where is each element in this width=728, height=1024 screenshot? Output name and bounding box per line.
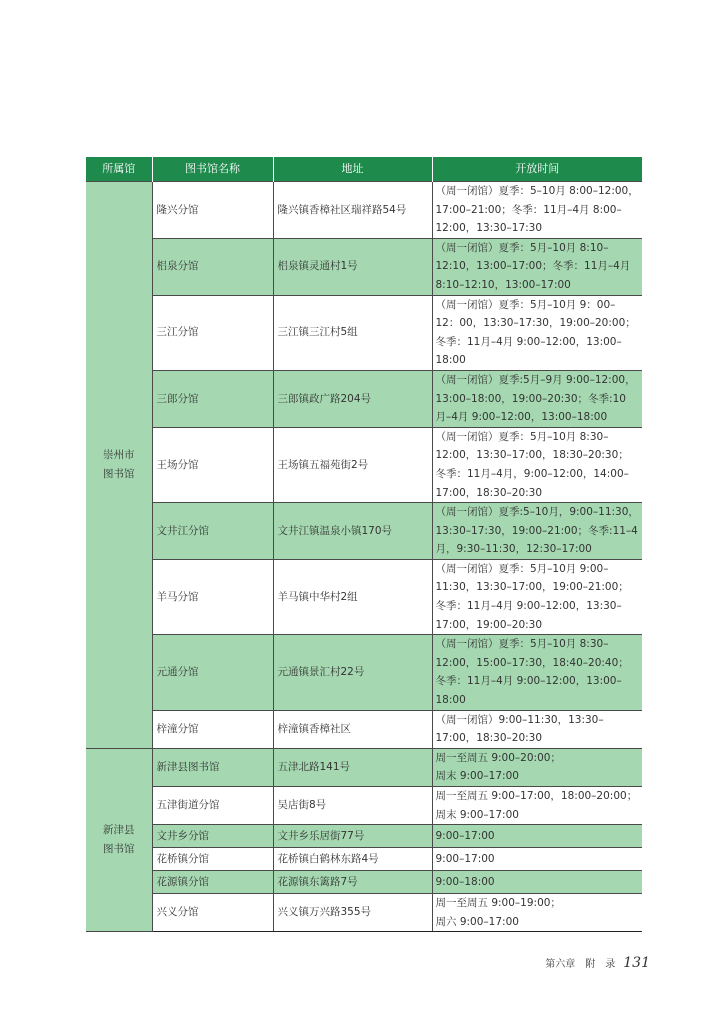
address-cell: 吴店街8号 xyxy=(273,787,432,825)
library-name-cell: 梠泉分馆 xyxy=(152,238,273,295)
library-name-cell: 三江分馆 xyxy=(152,295,273,370)
group-cell-xinjin xyxy=(86,748,152,932)
library-name-cell: 花桥镇分馆 xyxy=(152,848,273,871)
hours-cell: （周一闭馆）9:00–11:30，13:30–17:00，18:30–20:30 xyxy=(432,710,642,748)
hours-cell: 周一至周五 9:00–17:00，18:00–20:00； 周末 9:00–17:00 xyxy=(432,787,642,825)
hours-cell: 9:00–17:00 xyxy=(432,848,642,871)
table-header-row xyxy=(86,157,642,182)
table-row xyxy=(86,894,642,932)
header-opening-hours: 开放时间 xyxy=(432,157,642,182)
hours-cell: （周一闭馆）夏季：5–10月 8:00–12:00，17:00–21:00；冬季：11月–4月 8:00–12:00，13:30–17:30 xyxy=(432,182,642,239)
address-cell: 花源镇东篱路7号 xyxy=(273,871,432,894)
table-row xyxy=(86,635,642,710)
hours-cell: 周一至周五 9:00–19:00； 周六 9:00–17:00 xyxy=(432,894,642,932)
library-name-cell: 隆兴分馆 xyxy=(152,182,273,239)
library-name-cell: 羊马分馆 xyxy=(152,559,273,634)
group-cell-chongzhou xyxy=(86,182,152,749)
address-cell: 隆兴镇香樟社区瑞祥路54号 xyxy=(273,182,432,239)
address-cell: 王场镇五福苑街2号 xyxy=(273,427,432,502)
hours-cell: （周一闭馆）夏季:5–10月，9:00–11:30，13:30–17:30，19:00–21:00；冬季:11–4月，9:30–11:30，12:30–17:00 xyxy=(432,503,642,560)
hours-cell: 周一至周五 9:00–20:00； 周末 9:00–17:00 xyxy=(432,748,642,786)
table-row xyxy=(86,559,642,634)
table-row xyxy=(86,238,642,295)
page-footer xyxy=(545,955,650,971)
hours-cell: （周一闭馆）夏季：5月–10月 9:00–11:30，13:30–17:00，19:00–21:00；冬季：11月–4月 9:00–12:00，13:30–17:00，19:00–20:30 xyxy=(432,559,642,634)
address-cell: 三江镇三江村5组 xyxy=(273,295,432,370)
table-row xyxy=(86,710,642,748)
chapter-label: 第六章 附 录 xyxy=(545,959,616,970)
header-address: 地址 xyxy=(273,157,432,182)
table-row xyxy=(86,295,642,370)
address-cell: 梓潼镇香樟社区 xyxy=(273,710,432,748)
address-cell: 花桥镇白鹤林东路4号 xyxy=(273,848,432,871)
hours-cell: （周一闭馆）夏季：5月–10月 8:30–12:00，15:00–17:30，18:40–20:40；冬季：11月–4月 9:00–12:00，13:00–18:00 xyxy=(432,635,642,710)
library-name-cell: 元通分馆 xyxy=(152,635,273,710)
hours-cell: （周一闭馆）夏季:5月–9月 9:00–12:00，13:00–18:00，19:00–20:30；冬季:10月–4月 9:00–12:00，13:00–18:00 xyxy=(432,370,642,427)
library-name-cell: 文井乡分馆 xyxy=(152,825,273,848)
group-label: 新津县 图书馆 xyxy=(103,824,135,856)
table-row xyxy=(86,848,642,871)
library-name-cell: 兴义分馆 xyxy=(152,894,273,932)
address-cell: 文井江镇温泉小镇170号 xyxy=(273,503,432,560)
table-row xyxy=(86,182,642,239)
group-label: 崇州市 图书馆 xyxy=(103,448,135,480)
library-name-cell: 五津街道分馆 xyxy=(152,787,273,825)
library-name-cell: 文井江分馆 xyxy=(152,503,273,560)
library-name-cell: 新津县图书馆 xyxy=(152,748,273,786)
table-row xyxy=(86,871,642,894)
table-row xyxy=(86,748,642,786)
library-name-cell: 三郎分馆 xyxy=(152,370,273,427)
hours-cell: （周一闭馆）夏季：5月–10月 8:10–12:10，13:00–17:00；冬季：11月–4月 8:10–12:10，13:00–17:00 xyxy=(432,238,642,295)
page-number: 131 xyxy=(623,955,650,971)
table-row xyxy=(86,427,642,502)
library-table xyxy=(86,157,642,932)
hours-cell: （周一闭馆）夏季：5月–10月 8:30–12:00，13:30–17:00，18:30–20:30；冬季：11月–4月，9:00–12:00，14:00–17:00，18:30–20:30 xyxy=(432,427,642,502)
address-cell: 羊马镇中华村2组 xyxy=(273,559,432,634)
table-row xyxy=(86,825,642,848)
table-row xyxy=(86,370,642,427)
hours-cell: 9:00–17:00 xyxy=(432,825,642,848)
hours-cell: 9:00–18:00 xyxy=(432,871,642,894)
address-cell: 元通镇景汇村22号 xyxy=(273,635,432,710)
library-name-cell: 花源镇分馆 xyxy=(152,871,273,894)
hours-cell: （周一闭馆）夏季：5月–10月 9：00–12：00，13:30–17:30，19:00–20:00；冬季：11月–4月 9:00–12:00，13:00–18:00 xyxy=(432,295,642,370)
table-row xyxy=(86,503,642,560)
address-cell: 兴义镇万兴路355号 xyxy=(273,894,432,932)
header-affiliation: 所属馆 xyxy=(86,157,152,182)
address-cell: 梠泉镇灵通村1号 xyxy=(273,238,432,295)
library-name-cell: 王场分馆 xyxy=(152,427,273,502)
table-row xyxy=(86,787,642,825)
header-library-name: 图书馆名称 xyxy=(152,157,273,182)
address-cell: 文井乡乐居街77号 xyxy=(273,825,432,848)
library-name-cell: 梓潼分馆 xyxy=(152,710,273,748)
address-cell: 三郎镇政广路204号 xyxy=(273,370,432,427)
address-cell: 五津北路141号 xyxy=(273,748,432,786)
